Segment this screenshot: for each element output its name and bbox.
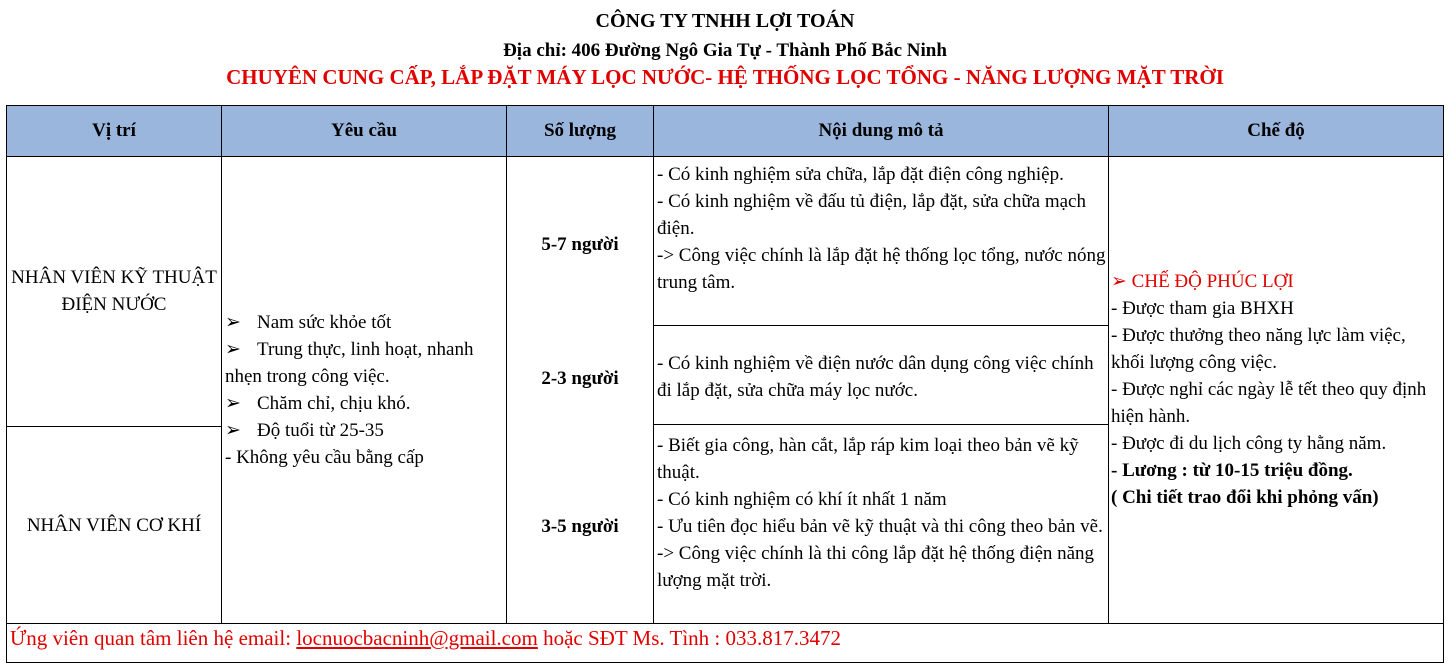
description-water [657, 350, 1097, 404]
benefit-item: - Được thưởng theo năng lực làm việc, khối lượng công việc. [1111, 325, 1406, 373]
col-header-requirements: Yêu cầu [222, 106, 506, 156]
position-electric-water: NHÂN VIÊN KỸ THUẬT ĐIỆN NƯỚC [11, 267, 217, 315]
description-electric [657, 161, 1109, 296]
benefit-item: - Được nghỉ các ngày lễ tết theo quy định hiện hành. [1111, 379, 1427, 427]
company-address: Địa chỉ: 406 Đường Ngô Gia Tự - Thành Phố Bắc Ninh [503, 40, 947, 61]
requirement-item: ➢ Độ tuổi từ 25-35 [225, 420, 384, 441]
col-header-quantity: Số lượng [507, 106, 653, 156]
description-line: - Có kinh nghiệm sửa chữa, lắp đặt điện công nghiệp. [657, 164, 1064, 185]
col-divider [221, 105, 222, 623]
benefits [1111, 268, 1443, 511]
benefits-title: ➢ CHẾ ĐỘ PHÚC LỢI [1111, 271, 1294, 292]
row-divider [653, 424, 1108, 425]
contact-footer [10, 626, 841, 651]
quantity-water: 2-3 người [541, 367, 619, 389]
col-divider [506, 105, 507, 623]
benefit-item: - Được đi du lịch công ty hằng năm. [1111, 433, 1387, 454]
salary: - Lương : từ 10-15 triệu đồng. [1111, 460, 1353, 481]
col-divider [1108, 105, 1109, 623]
col-header-position: Vị trí [7, 106, 221, 156]
description-mechanical [657, 432, 1107, 594]
row-divider [6, 426, 221, 427]
requirement-item: ➢ Trung thực, linh hoạt, nhanh nhẹn trong công việc. [225, 339, 474, 387]
description-line: -> Công việc chính là thi công lắp đặt hệ thống điện năng lượng mặt trời. [657, 543, 1095, 591]
description-line: - Có kinh nghiệm về đấu tủ điện, lắp đặt, sửa chữa mạch điện. [657, 191, 1086, 239]
contact-prefix: Ứng viên quan tâm liên hệ email: [10, 626, 292, 650]
col-header-benefits: Chế độ [1109, 106, 1443, 156]
description-line: - Ưu tiên đọc hiểu bản vẽ kỹ thuật và thi công theo bản vẽ. [657, 516, 1103, 537]
contact-email-link[interactable]: locnuocbacninh@gmail.com [296, 626, 538, 650]
table-right-border [1443, 105, 1444, 663]
quantity-mechanical: 3-5 người [541, 515, 619, 537]
requirements-list [225, 309, 505, 471]
col-header-description: Nội dung mô tả [654, 106, 1108, 156]
table-body-bottom-border [6, 623, 1444, 624]
benefit-item: - Được tham gia BHXH [1111, 298, 1294, 319]
quantity-electric: 5-7 người [541, 233, 619, 255]
company-name: CÔNG TY TNHH LỢI TOÁN [595, 10, 855, 32]
col-divider [653, 105, 654, 623]
row-divider [653, 325, 1108, 326]
table-bottom-border [6, 662, 1444, 663]
table-left-border [6, 105, 7, 663]
description-line: - Biết gia công, hàn cắt, lắp ráp kim loại theo bản vẽ kỹ thuật. [657, 435, 1079, 483]
description-line: -> Công việc chính là lắp đặt hệ thống lọc tổng, nước nóng trung tâm. [657, 245, 1106, 293]
salary-note: ( Chi tiết trao đổi khi phỏng vấn) [1111, 487, 1379, 508]
requirement-item: ➢ Chăm chỉ, chịu khó. [225, 393, 411, 414]
description-line: - Có kinh nghiệm có khí ít nhất 1 năm [657, 489, 947, 510]
position-mechanical: NHÂN VIÊN CƠ KHÍ [26, 514, 202, 536]
requirement-item: ➢ Nam sức khỏe tốt [225, 312, 392, 333]
company-slogan: CHUYÊN CUNG CẤP, LẮP ĐẶT MÁY LỌC NƯỚC- HỆ THỐNG LỌC TỔNG - NĂNG LƯỢNG MẶT TRỜI [226, 65, 1224, 89]
description-line: - Có kinh nghiệm về điện nước dân dụng công việc chính đi lắp đặt, sửa chữa máy lọc nước. [657, 353, 1094, 401]
requirement-note: - Không yêu cầu bằng cấp [225, 447, 424, 468]
contact-phone: hoặc SĐT Ms. Tình : 033.817.3472 [543, 626, 841, 650]
